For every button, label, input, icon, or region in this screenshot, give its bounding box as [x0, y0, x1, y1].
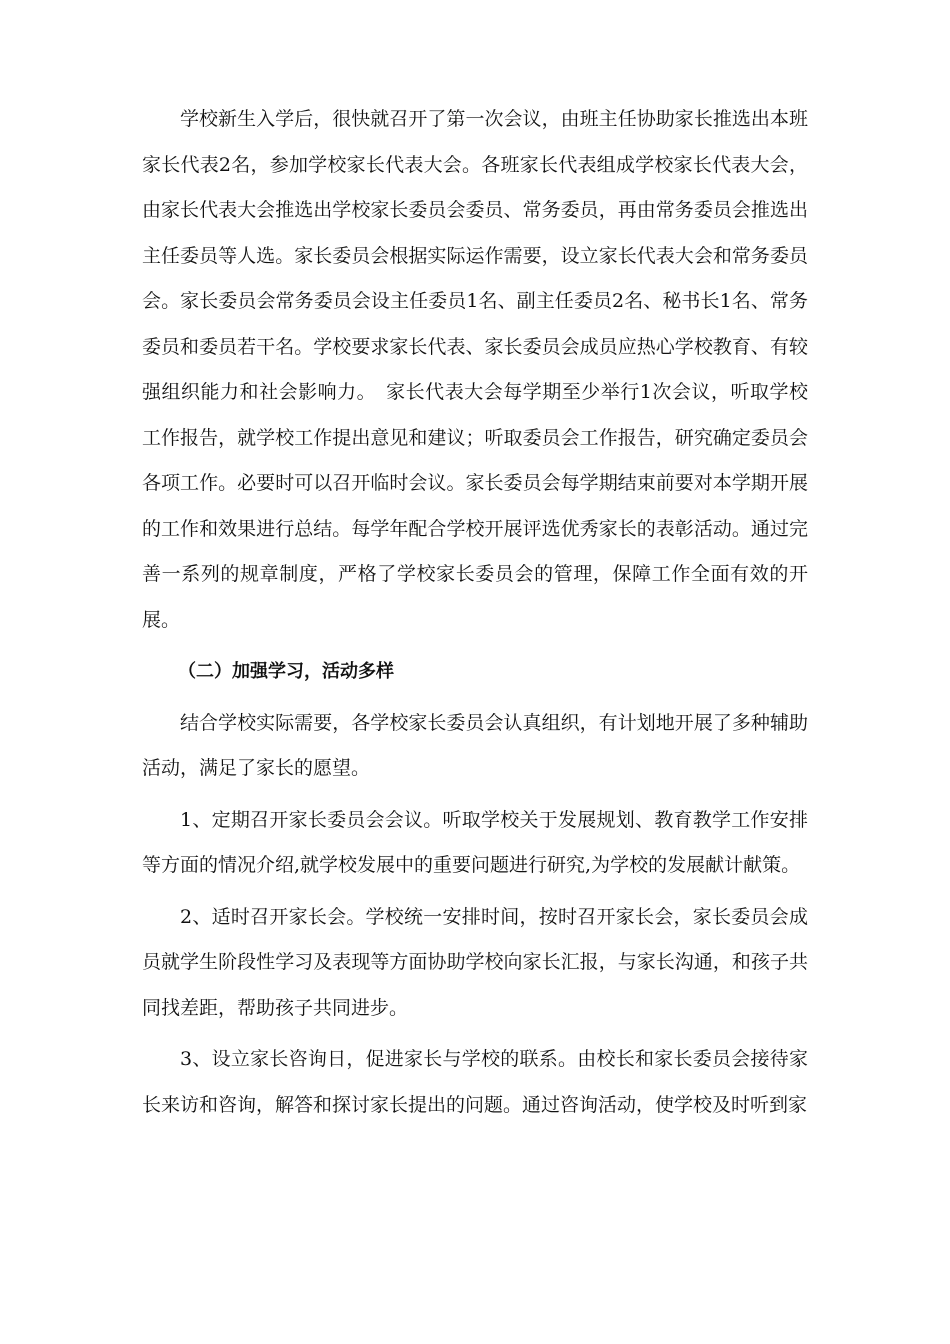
paragraph-item-3: 3、设立家长咨询日，促进家长与学校的联系。由校长和家长委员会接待家长来访和咨询，解答和探讨家长提出的问题。通过咨询活动，使学校及时听到家	[142, 1048, 808, 1116]
section-heading: （二）加强学习，活动多样	[178, 661, 394, 682]
paragraph-activities-intro: 结合学校实际需要，各学校家长委员会认真组织，有计划地开展了多种辅助活动，满足了家长的愿望。	[142, 711, 808, 779]
document-body	[142, 97, 808, 1134]
paragraph-committee-structure: 学校新生入学后，很快就召开了第一次会议，由班主任协助家长推选出本班家长代表2名，参加学校家长代表大会。各班家长代表组成学校家长代表大会，由家长代表大会推选出学校家长委员会委员、常务委员，再由常务委员会推选出主任委员等人选。家长委员会根据实际运作需要，设立家长代表大会和常务委员会。家长委员会常务委员会设主任委员1名、副主任委员2名、秘书长1名、常务委员和委员若干名。学校要求家长代表、家长委员会成员应热心学校教育、有较强组织能力和社会影响力。 家长代表大会每学期至少举行1次会议，听取学校工作报告，就学校工作提出意见和建议；听取委员会工作报告，研究确定委员会各项工作。必要时可以召开临时会议。家长委员会每学期结束前要对本学期开展的工作和效果进行总结。每学年配合学校开展评选优秀家长的表彰活动。通过完善一系列的规章制度，严格了学校家长委员会的管理，保障工作全面有效的开展。	[142, 108, 808, 631]
paragraph-item-2: 2、适时召开家长会。学校统一安排时间，按时召开家长会，家长委员会成员就学生阶段性学习及表现等方面协助学校向家长汇报，与家长沟通，和孩子共同找差距，帮助孩子共同进步。	[142, 905, 808, 1019]
paragraph-item-1: 1、定期召开家长委员会会议。听取学校关于发展规划、教育教学工作安排等方面的情况介绍,就学校发展中的重要问题进行研究,为学校的发展献计献策。	[142, 808, 808, 876]
